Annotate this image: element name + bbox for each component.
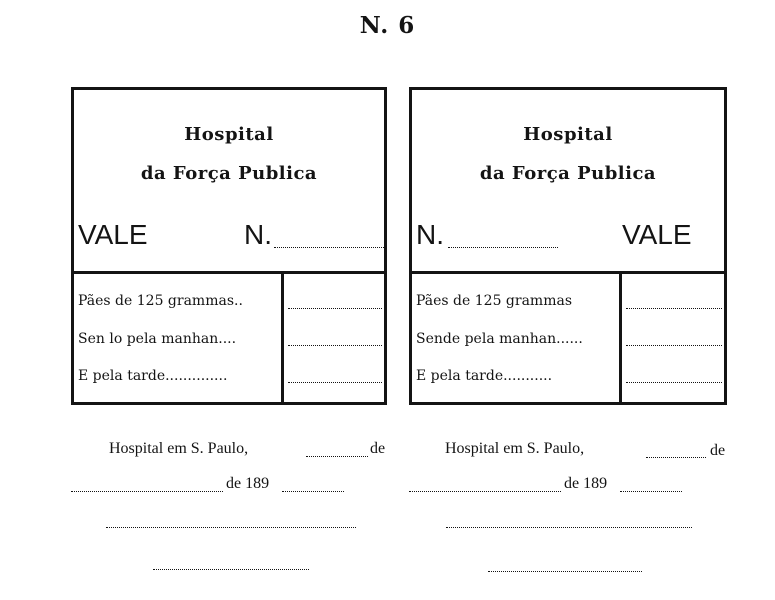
signature-line-1 [446,527,692,528]
item-afternoon: E pela tarde........... [416,368,553,384]
signature-line-2 [488,571,642,572]
number-blank-line [274,247,384,248]
month-blank-line [71,491,223,492]
year-label: de 189 [226,475,270,492]
day-blank-line [306,456,368,457]
signature-line-2 [153,569,309,570]
qty-line-bread [288,308,382,309]
column-divider [281,274,284,402]
page-number: N. 6 [359,12,416,39]
voucher-header [74,90,384,274]
voucher-title-line1: Hospital [523,124,613,145]
qty-line-morning [626,345,722,346]
item-morning: Sende pela manhan...... [416,331,583,347]
signature-line-1 [106,527,356,528]
qty-line-afternoon [288,382,382,383]
de-label: de [370,440,386,457]
de-label: de [710,442,726,459]
place-text: Hospital em S. Paulo, [109,440,249,457]
vale-label: VALE [622,219,692,250]
item-afternoon: E pela tarde.............. [78,368,228,384]
number-blank-line [448,247,558,248]
item-bread: Pães de 125 grammas [416,293,573,309]
items-section [74,274,384,402]
voucher-title-line1: Hospital [184,124,274,145]
year-blank-line [620,491,682,492]
item-morning: Sen lo pela manhan.... [78,331,237,347]
qty-line-bread [626,308,722,309]
item-bread: Pães de 125 grammas.. [78,293,243,309]
qty-line-afternoon [626,382,722,383]
number-label: N. [416,219,444,250]
number-label: N. [244,219,272,250]
month-blank-line [409,491,561,492]
voucher-left [71,87,387,405]
voucher-right [409,87,727,405]
voucher-title-line2: da Força Publica [140,163,318,184]
voucher-title-line2: da Força Publica [479,163,657,184]
year-blank-line [282,491,344,492]
day-blank-line [646,457,706,458]
voucher-header [412,90,724,274]
place-text: Hospital em S. Paulo, [445,440,585,457]
year-label: de 189 [564,475,608,492]
items-section [412,274,724,402]
vale-label: VALE [78,219,148,250]
column-divider [619,274,622,402]
qty-line-morning [288,345,382,346]
